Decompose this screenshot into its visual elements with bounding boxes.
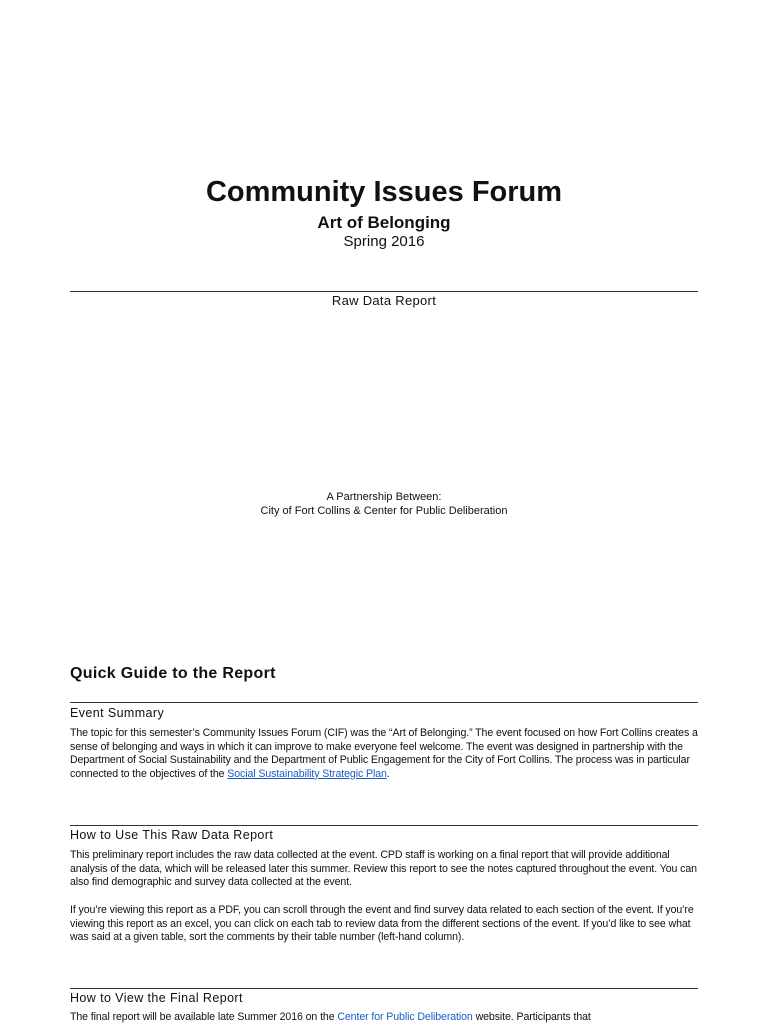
divider (70, 825, 698, 826)
final-report-heading: How to View the Final Report (70, 991, 243, 1005)
divider (70, 291, 698, 292)
social-sustainability-plan-link[interactable]: Social Sustainability Strategic Plan (227, 767, 387, 780)
page-title: Community Issues Forum (205, 176, 563, 208)
final-report-paragraph: The final report will be available late Summer 2016 on the Center for Public Deliberation website. Participants that (70, 1011, 591, 1023)
partnership-line-1: A Partnership Between: (326, 491, 442, 503)
divider (70, 988, 698, 989)
report-type-label: Raw Data Report (331, 293, 437, 308)
how-to-use-paragraph-1: This preliminary report includes the raw data collected at the event. CPD staff is working on a final report that will provide additional analysis of the data, which will be released later this summer. Review this report to see the notes captured throughout the event. You can also find demographic and survey data collected at the event. (70, 849, 697, 889)
season-label: Spring 2016 (343, 233, 425, 250)
partnership-line-2: City of Fort Collins & Center for Public Deliberation (260, 505, 508, 517)
center-for-public-deliberation-link[interactable]: Center for Public Deliberation (337, 1011, 473, 1023)
divider (70, 702, 698, 703)
event-summary-heading: Event Summary (70, 706, 165, 720)
how-to-use-paragraph-2: If you’re viewing this report as a PDF, you can scroll through the event and find survey data related to each section of the event. If you’re viewing this report as an excel, you can click on each tab to review data from the different sections of the event. If you’d like to see what was said at a given table, sort the comments by their table number (left-hand column). (70, 904, 694, 944)
how-to-use-heading: How to Use This Raw Data Report (70, 828, 274, 842)
partnership-block (0, 490, 768, 518)
page-subtitle: Art of Belonging (317, 213, 451, 232)
event-summary-paragraph: The topic for this semester’s Community Issues Forum (CIF) was the “Art of Belonging.” The event focused on how Fort Collins creates a sense of belonging and ways in which it can improve to make everyone feel welcome. The event was designed in partnership with the Department of Social Sustainability and the Department of Public Engagement for the City of Fort Collins. The process was in particular connected to the objectives of the Social Sustainability Strategic Plan. (70, 727, 698, 780)
quick-guide-heading: Quick Guide to the Report (70, 665, 276, 682)
